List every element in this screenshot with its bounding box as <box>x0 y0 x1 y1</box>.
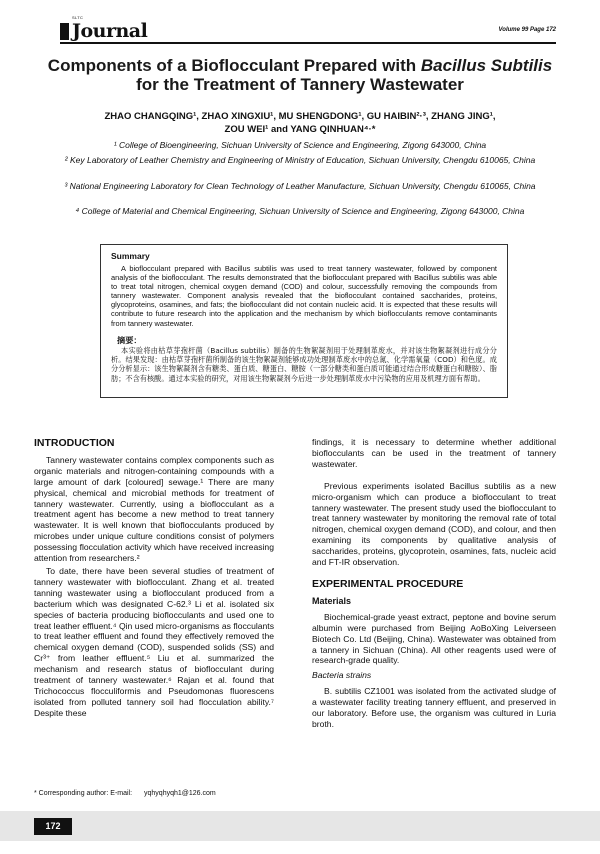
journal-logo-mark <box>60 23 69 40</box>
affiliation-1: ¹ College of Bioengineering, Sichuan University of Science and Engineering, Zigong 643000, China <box>113 140 487 150</box>
volume-info: Volume 99 Page 172 <box>498 27 556 33</box>
right-column <box>312 437 556 732</box>
materials-heading: Materials <box>312 595 352 606</box>
affiliation-3: ³ National Engineering Laboratory for Clean Technology of Leather Manufacture, Sichuan University, Chengdu 610065, China <box>64 181 536 191</box>
author-line-2: ZOU WEI¹ and YANG QINHUAN⁴·* <box>224 124 376 135</box>
page-number: 172 <box>34 818 72 835</box>
corresponding-author-note <box>34 790 216 797</box>
journal-header <box>60 14 556 44</box>
summary-zh-text: 本实验将由枯草芽孢杆菌（Bacillus subtilis）制备的生物絮凝剂用于处理制革废水，并对该生物絮凝剂进行成分分析。结果发现：由枯草芽孢杆菌所制备的该生物絮凝剂能够成功处理制革废水中的总氮、化学需氧量（COD）和色度。成分分析显示：该生物絮凝剂含有糖类、蛋白质、糖蛋白、糖胺（一部分糖类和蛋白质可能通过结合形成糖蛋白和糖胺）、脂肪；不含有核酸。通过本实验的研究，对用该生物絮凝剂今后进一步处理制革废水中污染物的应用及机理方面有帮助。 <box>111 345 497 383</box>
author-email[interactable]: yqhyqhyqh1@126.com <box>144 790 216 797</box>
summary-title: Summary <box>111 251 150 261</box>
summary-zh-title: 摘要： <box>117 335 142 345</box>
footer-band <box>0 811 600 841</box>
intro-paragraph-1: Tannery wastewater contains complex components such as organic materials and nitrogen-containing compounds with a large amount of dark [coloured] sewage.¹ There are many physical, chemical and microbial methods for treatment of tannery wastewater. Currently, using a bioflocculant as a treatment agent has become a new method to treat tannery wastewater. It is well known that bioflocculants produced by microbes under unique culture conditions consist of polymers possessing flocculation activity which have received increasing attention from researchers.² <box>34 454 274 564</box>
bacteria-strains-paragraph: B. subtilis CZ1001 was isolated from the activated sludge of a wastewater facility treating tannery effluent, and preserved in our laboratory. Before use, the organism was cultured in Luria broth. <box>312 686 556 729</box>
summary-box <box>100 244 508 398</box>
footnote-label: * Corresponding author: E-mail: <box>34 790 133 797</box>
materials-paragraph: Biochemical-grade yeast extract, peptone and bovine serum albumin were purchased from Beijing AoBoXing Leiverseen Biotech Co. Ltd (Beijing, China). Wastewater was obtained from a tannery in Sichuan (China). All other reagents used were of research-grade quality. <box>312 611 556 666</box>
affiliation-2: ² Key Laboratory of Leather Chemistry and Engineering of Ministry of Education, Sichuan University, Chengdu 610065, China <box>64 155 536 165</box>
introduction-heading: INTRODUCTION <box>34 437 115 449</box>
summary-text: A bioflocculant prepared with Bacillus subtilis was used to treat tannery wastewater, followed by component analysis of the bioflocculant. The results demonstrated that the bioflocculant prepared with Bacillus subtilis was able to treat total nitrogen, chemical oxygen demand (COD) and colour, successfully removing the compounds from tannery wastewater. Component analysis revealed that the bioflocculant contained saccharides, proteins, glycoproteins, osamines, and fats; the bioflocculant did not contain nucleic acid. It is expected that these results will contribute to future research into the application and the mechanism by which bioflocculants remove contaminants from tannery wastewater. <box>111 264 497 328</box>
article-title: Components of a Bioflocculant Prepared with Bacillus Subtilis for the Treatment of Tannery Wastewater <box>47 56 553 94</box>
journal-logo-small: SLTC <box>72 15 84 20</box>
intro-paragraph-4: Previous experiments isolated Bacillus subtilis as a new micro-organism which can produce a bioflocculant to treat tannery wastewater. The present study used the bioflocculant to treat tannery wastewater by monitoring the removal rate of total nitrogen, chemical oxygen demand (COD), and colour, and then examining its components by qualitative analysis of saccharides, proteins, glycoprotein, osamines, fats, nucleic acid and FT-IR observation. <box>312 480 556 568</box>
intro-paragraph-2: To date, there have been several studies of treatment of tannery wastewater with bioflocculant. Zhang et al. treated tanning wastewater using a bioflocculant produced from a bacterium which was designated C-62.³ Li et al. isolated six species of bacteria producing bioflocculants and used one to treat leather effluent.⁴ Qin used micro-organisms as flocculants to treat leather effluent and found they effectively removed the chemical oxygen demand (COD), suspended solids (SS) and Cr³⁺ from leather effluent.⁵ Liu et al. summarized the mechanism and research status of bioflocculant during treatment of tannery wastewater.⁶ Rajan et al. found that Trichococcus flocculiformis and Pseudomonas fluorescens isolated from polluted tannery soil had flocculation ability.⁷ Despite these <box>34 565 274 718</box>
author-list <box>70 110 530 136</box>
affiliation-4: ⁴ College of Material and Chemical Engineering, Sichuan University of Science and Engineering, Zigong 643000, China <box>75 206 525 216</box>
journal-logo: Journal <box>72 20 148 42</box>
intro-paragraph-3: findings, it is necessary to determine whether additional bioflocculants can be used in the treatment of tannery wastewater. <box>312 437 556 469</box>
author-line-1: ZHAO CHANGQING¹, ZHAO XINGXIU¹, MU SHENGDONG¹, GU HAIBIN²·³, ZHANG JING¹, <box>104 111 496 122</box>
experimental-heading: EXPERIMENTAL PROCEDURE <box>312 577 464 590</box>
left-column <box>34 438 274 721</box>
bacteria-strains-heading: Bacteria strains <box>312 670 372 681</box>
